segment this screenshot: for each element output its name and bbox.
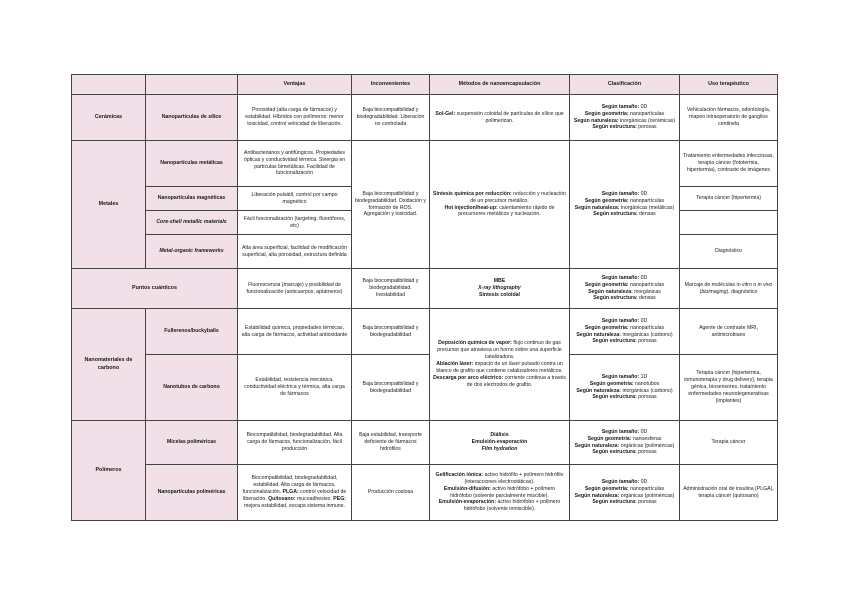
ventajas-text: Biocompatibilidad, biodegradabilidad, estabilidad. Alta carga de fármacos, funcionalización.	[242, 475, 338, 496]
metodo-micelas	[430, 421, 570, 465]
clasif-label: Según estructura:	[592, 124, 637, 131]
ventajas-silice: Porosidad (alta carga de fármacos) y estabilidad. Híbridos con polímeros: menor toxicidad, control velocidad de liberación.	[238, 95, 352, 141]
metodo-line	[433, 375, 566, 389]
metodo-label: Ablación láser:	[436, 361, 474, 368]
metodo-item: Diálisis	[490, 432, 509, 439]
inconvenientes-cuanticos: Baja biocompatibilidad y biodegradabilidad. Inestabilidad	[352, 269, 430, 309]
ventajas-np-polimericas	[238, 465, 352, 521]
clasif-line	[573, 429, 676, 436]
metodo-text: activo hidrófilo + polímero hidrófilo (interacciones electrostáticas).	[464, 471, 564, 485]
metodo-item	[433, 285, 566, 292]
sub-np-polimericas: Nanopartículas poliméricas	[146, 465, 238, 521]
metodo-item-text: Film hydration	[481, 445, 518, 452]
clasif-line	[573, 493, 676, 500]
row-carbono-2	[72, 355, 778, 421]
clasif-line	[573, 394, 676, 401]
clasificacion-silice	[570, 95, 680, 141]
clasificacion-cuanticos	[570, 269, 680, 309]
clasif-value: 0D	[639, 103, 648, 110]
inconvenientes-metales: Baja biocompatibilidad y biodegradabilidad. Oxidación y formación de ROS. Agregación y toxicidad.	[352, 141, 430, 269]
sub-metalicas: Nanopartículas metálicas	[146, 141, 238, 187]
ventajas-text: mucoadhesivo.	[295, 495, 334, 502]
header-blank-2	[146, 75, 238, 95]
clasif-line	[573, 211, 676, 218]
header-inconvenientes: Inconvenientes	[352, 75, 430, 95]
metodo-cuanticos	[430, 269, 570, 309]
clasif-line	[573, 289, 676, 296]
uso-nanotubos: Terapia cáncer (hipertermia, inmunoterapia y drug delivery), terapia génica, biosensores, tratamiento enfermedades neurodegenerativas (implantes)	[680, 355, 778, 421]
uso-mof: Diagnóstico	[680, 235, 778, 269]
ventajas-magneticas: Liberación pulsátil, control por campo magnético	[238, 187, 352, 211]
clasif-line	[573, 104, 676, 111]
clasif-line	[573, 118, 676, 125]
metodo-line	[433, 499, 566, 513]
metodo-label: Deposición química de vapor:	[438, 340, 512, 347]
clasif-label: Según naturaleza:	[588, 288, 633, 295]
row-carbono-1	[72, 309, 778, 355]
metodo-line	[433, 472, 566, 486]
clasif-line	[573, 332, 676, 339]
metodo-text: impacto de un láser pulsado contra un blanco de grafito que contiene catalizadores metálicos.	[436, 361, 563, 374]
clasif-value: densas	[637, 211, 656, 218]
sub-mof	[146, 235, 238, 269]
clasificacion-micelas	[570, 421, 680, 465]
clasif-value: porosas	[636, 449, 657, 456]
uso-text: (	[699, 288, 702, 295]
metodo-text: activo hidrófobo + polímero hidrófobo (solvente parcialmente miscible).	[450, 485, 556, 499]
clasif-value: orgánicas (poliméricas)	[619, 442, 675, 449]
ventajas-fullerenos: Estabilidad química, propiedades térmicas, alta carga de fármacos, actividad antioxidante	[238, 309, 352, 355]
clasif-label: Según geometría:	[584, 110, 629, 117]
uso-magneticas: Terapia cáncer (hipertermia)	[680, 187, 778, 211]
header-blank-1	[72, 75, 146, 95]
metodo-text: calentamiento rápido de precursores metálicos y nucleación.	[458, 204, 555, 218]
ventajas-label: PLGA:	[282, 489, 299, 496]
uso-text: ), diagnóstico	[726, 288, 758, 295]
ventajas-text: control velocidad de liberación.	[243, 489, 347, 502]
clasif-label: Según naturaleza:	[573, 117, 619, 124]
clasif-value: 0D	[639, 317, 648, 324]
clasif-label: Según estructura:	[592, 499, 637, 506]
clasif-value: nanoesferas	[631, 435, 662, 442]
clasif-value: nanopartículas	[628, 485, 665, 492]
metodo-label: Emulsión-evaporación:	[438, 499, 497, 506]
clasif-value: nanopartículas	[628, 197, 665, 204]
sub-core-shell-text: Core-shell metallic materials	[156, 219, 227, 226]
group-polimeros: Polímeros	[72, 421, 146, 521]
uso-fullerenos: Agente de contraste MRI, antimicrobiano	[680, 309, 778, 355]
metodo-line	[433, 486, 566, 500]
clasif-line	[573, 198, 676, 205]
clasif-value: inorgánicas (metálicas)	[619, 204, 675, 211]
clasif-label: Según naturaleza:	[576, 387, 622, 394]
header-row	[72, 75, 778, 95]
group-metales: Metales	[72, 141, 146, 269]
ventajas-micelas: Biocompatibilidad, biodegradabilidad. Alta carga de fármacos, funcionalización, fácil producción	[238, 421, 352, 465]
clasif-value: densas	[637, 295, 656, 302]
ventajas-mof: Alta área superficial, facilidad de modificación superficial, alta porosidad, estructura definida	[238, 235, 352, 269]
clasif-value: inorgánicas (cerámicas)	[618, 117, 676, 124]
uso-text: in vivo	[757, 281, 773, 288]
uso-silice: Vehiculación fármacos, odontología, mapeo intraoperatorio de ganglios centinela	[680, 95, 778, 141]
clasif-label: Según naturaleza:	[574, 442, 620, 449]
metodo-text: corriente continua a través de dos electrodos de grafito.	[466, 374, 566, 388]
header-metodos: Métodos de nanoencapsulación	[430, 75, 570, 95]
clasif-label: Según tamaño:	[601, 317, 640, 324]
ventajas-cuanticos: Fluorescencia (marcaje) y posibilidad de funcionalización (anticuerpos, aptámeros)	[238, 269, 352, 309]
ventajas-label: PEG:	[333, 495, 346, 502]
clasif-line	[573, 449, 676, 456]
metodo-item-text: X-ray lithography	[478, 285, 521, 292]
clasif-value: nanopartículas	[628, 110, 665, 117]
uso-cuanticos	[680, 269, 778, 309]
metodo-label: Descarga por arco eléctrico:	[433, 374, 504, 381]
clasif-line	[573, 325, 676, 332]
metodo-line	[433, 361, 566, 375]
uso-text: bioimaging	[701, 288, 727, 295]
clasif-label: Según geometría:	[584, 197, 629, 204]
clasif-line	[573, 436, 676, 443]
clasif-value: porosas	[636, 124, 657, 131]
clasif-value: nanopartículas	[628, 281, 665, 288]
sub-nanotubos: Nanotubos de carbono	[146, 355, 238, 421]
clasif-line	[573, 282, 676, 289]
metodo-carbono	[430, 309, 570, 421]
header-uso: Uso terapéutico	[680, 75, 778, 95]
group-carbono: Nanomateriales de carbono	[72, 309, 146, 421]
clasif-label: Según geometría:	[584, 485, 629, 492]
metodo-line	[433, 191, 566, 205]
clasif-line	[573, 479, 676, 486]
clasif-line	[573, 381, 676, 388]
clasif-label: Según estructura:	[593, 295, 638, 302]
clasif-value: inorgánicas	[632, 288, 661, 295]
sub-magneticas: Nanopartículas magnéticas	[146, 187, 238, 211]
clasif-label: Según geometría:	[584, 324, 629, 331]
inconvenientes-silice: Baja biocompatibilidad y biodegradabilidad. Liberación no controlada	[352, 95, 430, 141]
uso-metalicas: Tratamiento enfermedades infecciosas, terapia cáncer (fototermia, hipertermia), contraste de imágenes	[680, 141, 778, 187]
clasificacion-metales	[570, 141, 680, 269]
metodo-item: Síntesis coloidal	[479, 291, 520, 298]
clasif-line	[573, 111, 676, 118]
clasif-value: porosas	[636, 338, 657, 345]
clasif-value: porosas	[636, 499, 657, 506]
inconvenientes-fullerenos: Baja biocompatibilidad y biodegradabilidad	[352, 309, 430, 355]
clasif-value: 0D	[639, 274, 648, 281]
clasif-label: Según estructura:	[592, 338, 637, 345]
sub-core-shell	[146, 211, 238, 235]
clasif-line	[573, 295, 676, 302]
clasif-line	[573, 275, 676, 282]
metodo-line	[433, 205, 566, 219]
clasif-label: Según tamaño:	[601, 190, 640, 197]
clasif-value: nanopartículas	[628, 324, 665, 331]
clasif-label: Según geometría:	[584, 281, 629, 288]
uso-np-polimericas: Administración oral de insulina (PLGA), terapia cáncer (quitosano)	[680, 465, 778, 521]
clasif-value: 0D	[639, 478, 648, 485]
clasif-value: 1D	[639, 373, 648, 380]
metodo-label: Emulsión-difusión:	[443, 485, 491, 492]
metodo-label: Gelificación iónica:	[435, 471, 484, 478]
sub-mof-text: Metal-organic frameworks	[159, 248, 224, 255]
row-ceramicas	[72, 95, 778, 141]
clasif-value: orgánicas (poliméricas)	[619, 492, 675, 499]
metodo-silice	[430, 95, 570, 141]
inconvenientes-micelas: Baja estabilidad, transporte deficiente de fármacos hidrófilos	[352, 421, 430, 465]
header-clasificacion: Clasificación	[570, 75, 680, 95]
clasif-line	[573, 486, 676, 493]
metodo-text: reducción y nucleación de un precursor metálico.	[470, 190, 566, 204]
clasif-label: Según tamaño:	[601, 373, 640, 380]
metodo-item: MBE	[493, 278, 506, 285]
clasif-line	[573, 205, 676, 212]
row-metales-1	[72, 141, 778, 187]
clasif-value: inorgánicas (carbono)	[621, 387, 673, 394]
row-polimeros-2	[72, 465, 778, 521]
group-ceramicas: Cerámicas	[72, 95, 146, 141]
clasif-line	[573, 388, 676, 395]
clasif-value: 0D	[639, 190, 648, 197]
clasif-label: Según tamaño:	[601, 478, 640, 485]
row-cuanticos	[72, 269, 778, 309]
uso-core-shell	[680, 211, 778, 235]
ventajas-core-shell: Fácil funcionalización (targeting, fluoróforos, etc)	[238, 211, 352, 235]
uso-text: Marcaje de moléculas in vitro o	[684, 281, 758, 288]
metodo-label: Síntesis química por reducción:	[433, 190, 512, 197]
group-cuanticos: Puntos cuánticos	[72, 269, 238, 309]
clasif-label: Según naturaleza:	[574, 204, 620, 211]
metodo-text: activo hidrófobo + polímero hidrófobo (solvente inmiscible).	[463, 499, 561, 513]
clasif-label: Según estructura:	[593, 211, 638, 218]
ventajas-text: mejora estabilidad, escapa sistema inmune.	[244, 502, 345, 509]
clasificacion-nanotubos	[570, 355, 680, 421]
header-ventajas: Ventajas	[238, 75, 352, 95]
inconvenientes-np-polimericas: Producción costosa	[352, 465, 430, 521]
metodo-text: flujo continuo de gas precursor que atraviesa un horno sobre una superficie catalizadora.	[437, 340, 562, 361]
inconvenientes-nanotubos: Baja biocompatibilidad y biodegradabilidad	[352, 355, 430, 421]
clasif-label: Según estructura:	[592, 394, 637, 401]
clasif-line	[573, 191, 676, 198]
clasif-line	[573, 499, 676, 506]
clasif-label: Según naturaleza:	[576, 331, 622, 338]
sub-micelas: Micelas poliméricas	[146, 421, 238, 465]
clasificacion-fullerenos	[570, 309, 680, 355]
clasif-label: Según estructura:	[592, 449, 637, 456]
clasif-label: Según geometría:	[589, 380, 634, 387]
metodo-line	[433, 340, 566, 361]
clasif-line	[573, 338, 676, 345]
clasif-label: Según geometría:	[587, 435, 632, 442]
metodo-text: suspensión coloidal de partículas de sílice que polimerizan.	[455, 110, 564, 124]
clasif-label: Según naturaleza:	[574, 492, 620, 499]
clasif-line	[573, 443, 676, 450]
clasif-label: Según tamaño:	[601, 428, 640, 435]
ventajas-metalicas: Antibacterianos y antifúngicos. Propiedades ópticas y conductividad térmica. Sinergia en partículas bimetálicas. Facilidad de funcionalización	[238, 141, 352, 187]
ventajas-nanotubos: Estabilidad, resistencia mecánica, conductividad eléctrica y térmica, alta carga de fármacos	[238, 355, 352, 421]
clasif-value: 0D	[639, 428, 648, 435]
metodo-label: Hot injection/heat-up:	[444, 204, 498, 211]
clasif-label: Según tamaño:	[601, 103, 640, 110]
metodo-item	[433, 446, 566, 453]
clasif-value: nanotubos	[633, 380, 660, 387]
metodo-np-polimericas	[430, 465, 570, 521]
row-polimeros-1	[72, 421, 778, 465]
uso-micelas: Terapia cáncer	[680, 421, 778, 465]
metodo-label: Sol-Gel:	[435, 110, 456, 117]
metodo-item: Emulsión-evaporación	[471, 439, 528, 446]
sub-fullerenos: Fullerenos/buckyballs	[146, 309, 238, 355]
clasificacion-np-polimericas	[570, 465, 680, 521]
sub-silice: Nanopartículas de sílice	[146, 95, 238, 141]
nanomaterials-table	[71, 74, 778, 521]
clasif-line	[573, 374, 676, 381]
clasif-line	[573, 318, 676, 325]
clasif-label: Según tamaño:	[601, 274, 640, 281]
clasif-value: inorgánicas (carbono)	[621, 331, 673, 338]
clasif-line	[573, 124, 676, 131]
ventajas-label: Quitosano:	[268, 495, 296, 502]
clasif-value: porosas	[636, 394, 657, 401]
metodo-metales	[430, 141, 570, 269]
